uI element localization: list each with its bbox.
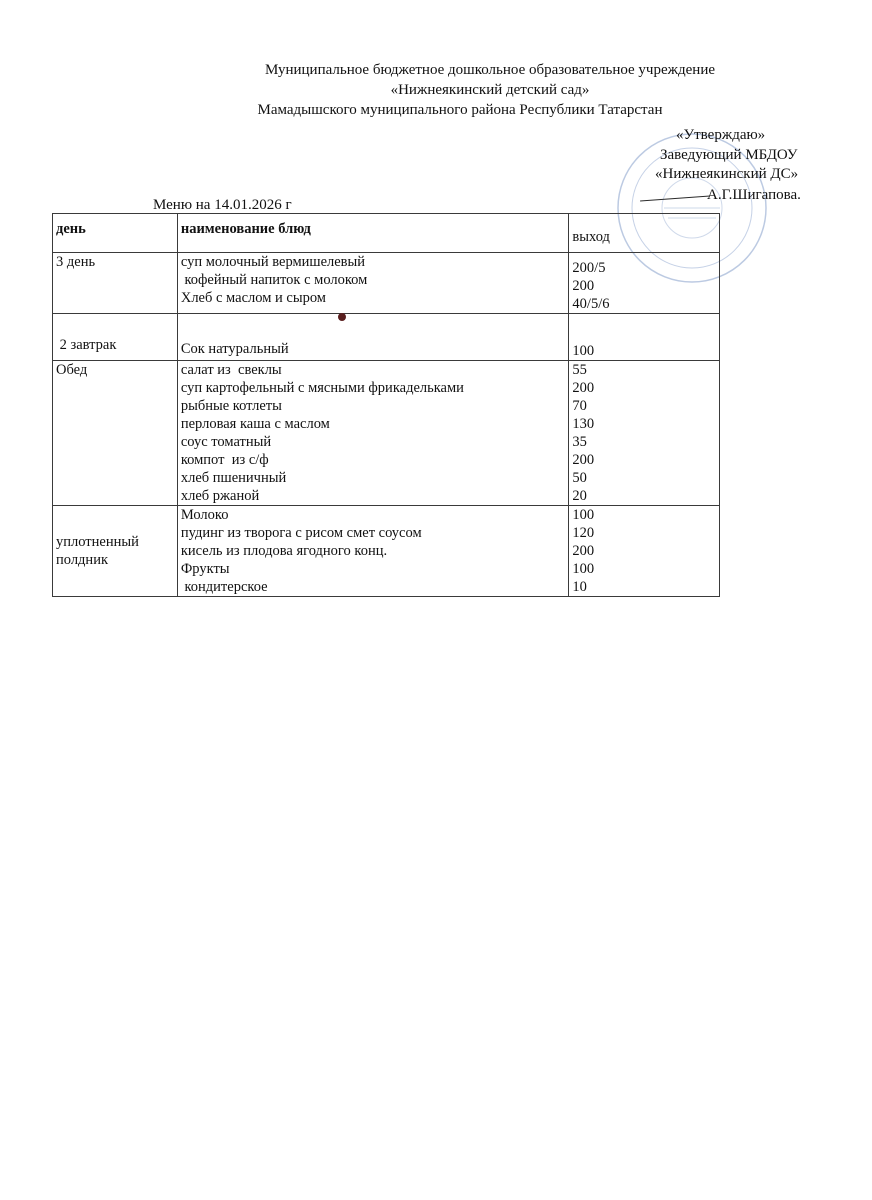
day-label: 2 завтрак — [56, 337, 117, 353]
cell-outputs — [569, 314, 720, 361]
cell-outputs — [569, 253, 720, 314]
dish-item: рыбные котлеты — [180, 398, 282, 414]
output-item: 200 — [572, 452, 595, 468]
cell-day — [53, 314, 178, 361]
output-item: 200 — [572, 278, 595, 294]
output-item: 35 — [572, 434, 587, 450]
dish-item: компот из с/ф — [180, 452, 269, 468]
table-row — [53, 253, 720, 314]
table-row — [53, 314, 720, 361]
org-line-2: «Нижнеякинский детский сад» — [390, 82, 590, 98]
menu-title: Меню на 14.01.2026 г — [153, 197, 292, 213]
output-item: 200 — [572, 543, 595, 559]
approval-line-2: Заведующий МБДОУ — [660, 147, 798, 163]
cell-dishes — [177, 314, 569, 361]
org-line-3: Мамадышского муниципального района Республики Татарстан — [257, 102, 663, 118]
cell-day: Обед — [53, 361, 178, 506]
cell-outputs — [569, 506, 720, 597]
dish-item: соус томатный — [180, 434, 272, 450]
dish-item: Хлеб с маслом и сыром — [180, 290, 326, 306]
dish-item: кондитерское — [180, 579, 268, 595]
dish-item: Фрукты — [180, 561, 230, 577]
cell-dishes — [177, 506, 569, 597]
output-item: 100 — [572, 507, 595, 523]
dish-item: хлеб пшеничный — [180, 470, 287, 486]
output-item: 130 — [572, 416, 595, 432]
table-header-row — [53, 214, 720, 253]
cell-dishes — [177, 253, 569, 314]
dish-item: пудинг из творога с рисом смет соусом — [180, 525, 422, 541]
output-item: 50 — [572, 470, 587, 486]
approval-signature-name: А.Г.Шигапова. — [707, 187, 801, 203]
table-row — [53, 506, 720, 597]
output-item: 100 — [572, 343, 595, 359]
dish-item: хлеб ржаной — [180, 488, 260, 504]
cell-dishes — [177, 361, 569, 506]
output-item: 120 — [572, 525, 595, 541]
dish-item: Молоко — [180, 507, 229, 523]
org-line-1: Муниципальное бюджетное дошкольное образовательное учреждение — [265, 62, 715, 78]
output-item: 55 — [572, 362, 587, 378]
output-item: 200 — [572, 380, 595, 396]
dish-item: перловая каша с маслом — [180, 416, 330, 432]
approval-line-3: «Нижнеякинский ДС» — [655, 166, 799, 182]
output-item: 200/5 — [572, 260, 606, 276]
dish-item: суп молочный вермишелевый — [180, 254, 366, 270]
cell-outputs — [569, 361, 720, 506]
menu-table — [52, 213, 720, 597]
dish-item: кофейный напиток с молоком — [180, 272, 368, 288]
cell-day: уплотненный полдник — [53, 506, 178, 597]
output-item: 70 — [572, 398, 587, 414]
header-day: день — [53, 214, 178, 253]
output-item: 100 — [572, 561, 595, 577]
dish-item: суп картофельный с мясными фрикадельками — [180, 380, 464, 396]
cell-day: 3 день — [53, 253, 178, 314]
output-item: 40/5/6 — [572, 296, 610, 312]
header-output: выход — [569, 214, 720, 253]
output-item: 20 — [572, 488, 587, 504]
header-dish: наименование блюд — [177, 214, 569, 253]
ink-blot — [336, 311, 348, 323]
dish-item: салат из свеклы — [180, 362, 282, 378]
output-item: 10 — [572, 579, 587, 595]
approval-line-1: «Утверждаю» — [676, 127, 766, 143]
dish-item: кисель из плодова ягодного конц. — [180, 543, 388, 559]
dish-item: Сок натуральный — [180, 341, 289, 357]
table-row — [53, 361, 720, 506]
